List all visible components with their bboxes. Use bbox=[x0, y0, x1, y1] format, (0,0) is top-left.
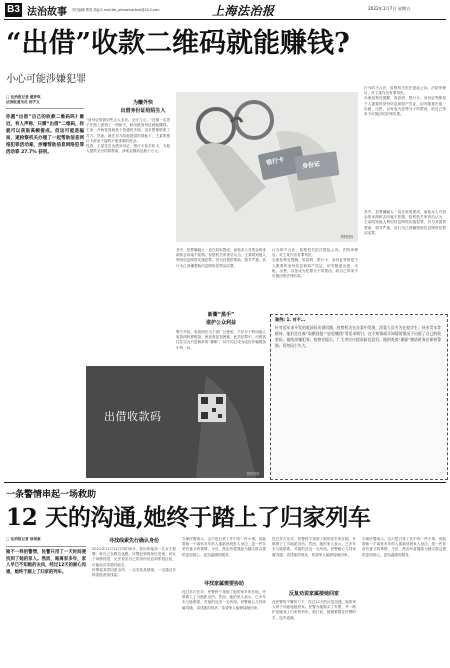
article1-right-lower: 其中，犯罪嫌疑人一直在收取提成，而他本人对资金的来源和去向毫不知情。检察机关审查后认为，王某明知他人利用信息网络实施犯罪，仍为其提供帮助，情节严重，其行为已涉嫌帮助信息网络犯罪活动罪。 bbox=[364, 210, 446, 235]
case-sidebar-body: 针对近年来多发的收款码出借问题，检察机关在办案中发现，涉案人员多为在校学生、待业青年等群体，他们往往被“高额回报”“轻松赚钱”等话术吸引，在不知情或半知情的情况下出借了自己的收款码，最终涉嫌犯罪。检察官提示，广大市民应提高防范意识，遇到类似“兼职”邀请时务必保持警惕，切勿因小失大。 bbox=[275, 325, 441, 348]
editor-meta: 责任编辑 曹国 美编 E-mail:fzb_phnew.hanbnb@16.3.com bbox=[72, 8, 160, 12]
header-rule bbox=[4, 19, 446, 20]
story2-col3-heading: 寻找家属需要协助 bbox=[203, 581, 244, 587]
article1-byline: □ 法治报记者 董梦琪 法治报通讯员 杨宇文 bbox=[6, 95, 41, 105]
story2-col4-top: 经过多次比对，民警终于找到了她的家乡所在地，并联系上了当地派出所。然而，她的家人表示，已多年未与她联系，对她的近况一无所知。民警耐心与其家属沟通，讲述她的现状，希望家人能够接她回家。 bbox=[272, 537, 356, 557]
story2-headline: 12 天的沟通,她终于踏上了归家列车 bbox=[6, 504, 371, 531]
photo-bank-card bbox=[176, 92, 358, 242]
article1-col2-heading: 为赚外快 出借身份证给陌生人 bbox=[120, 100, 166, 114]
story2-kicker: 一条警情串起一场救助 bbox=[6, 490, 97, 500]
story2-col2-heading: 寻找线索先行确认身份 bbox=[108, 538, 159, 544]
story2-byline: □ 法治报记者 徐珉康 bbox=[6, 537, 41, 541]
photo1-caption: 资料图片 bbox=[340, 235, 354, 239]
article1-col3-body: 其中，犯罪嫌疑人一直在收取提成，而他本人对资金的来源和去向毫不知情。检察机关审查后认为，王某明知他人利用信息网络实施犯罪，仍为其提供帮助，情节严重，其行为已涉嫌帮助信息网络犯罪活动罪。 bbox=[176, 248, 266, 268]
handcuff-illustration bbox=[176, 92, 358, 242]
byline-divider bbox=[6, 108, 84, 109]
masthead: 上海法治报 bbox=[212, 4, 275, 18]
article1-col2-body: “身份证借我用些点人业务，支付几元。”近期一名男子在网上看到了一则帖子，称出借身份证就能赚钱。王某一开始觉得就是个普通的手续，没多想便联系了对方。然而，就在对方给他提供的帮助下，王某的银行卡被用于接收不明来源的资金。 经查，王某先后出借身份证、银行卡及手机卡，为他人提供支付结算帮助，涉案金额高达数十万元。 bbox=[86, 118, 170, 154]
story2-col5-body: 办案民警表示，这只是日常工作中的一件小事，但能帮助一个离家多年的人重新回到家人身边，是一件非常有意义的事情。今后，派出所将继续为辖区群众提供更加贴心、更加温暖的服务。 bbox=[362, 537, 446, 557]
article1-col3-body2: 警方介绍，收款码在当下被广泛使用，不法分子利用他人收款码转移赃款，使追查更加困难。此类犯罪中，出借者往往以为只是简单的“兼职”，却不知已成为电信诈骗链条中的一环。 bbox=[176, 330, 266, 350]
section-title: 法治故事 bbox=[27, 7, 67, 18]
story2-lead: 她不一样的警情，民警只用了一天时间便找到了她的家人。然而，她离家多年，家人早已不知她的去向，经过12天的耐心沟通，她终于踏上了归家的列车。 bbox=[6, 550, 86, 575]
case-sidebar bbox=[270, 314, 448, 480]
article1-lead: 你愿“出借”自己的收款二维码吗? 最近，有人声称，只需“出借”二维码，你就可以获取高额提成。但这可能是骗局，遂检察机关办理了一起帮助信息网络犯罪活动案，涉嫌帮助信息网络犯罪活动罪 27.7% 获刑。 bbox=[6, 115, 84, 155]
story2-col3-top: 办案民警表示，这只是日常工作中的一件小事，但能帮助一个离家多年的人重新回到家人身边，是一件非常有意义的事情。今后，派出所将继续为辖区群众提供更加贴心、更加温暖的服务。 bbox=[182, 537, 266, 557]
story2-col3-body: 经过多次比对，民警终于找到了她的家乡所在地，并联系上了当地派出所。然而，她的家人表示，已多年未与她联系，对她的近况一无所知。民警耐心与其家属沟通，讲述她的现状，希望家人能够接她回家。 bbox=[182, 590, 266, 610]
article1-col3-heading: 新衢“黑手” 谁护公众利益 bbox=[205, 312, 236, 326]
photo-qr-code bbox=[86, 366, 264, 478]
story2-col4-body: 在民警的不懈努力下，经过12天的反复沟通，她的家人终于同意接她回家。民警为她购买了车票，并一路护送她登上归家的列车。临行前，她紧紧握住民警的手，连声道谢。 bbox=[272, 600, 356, 620]
headline-main: “出借”收款二维码就能赚钱? bbox=[6, 28, 350, 59]
story2-col2-body: 2021年11月12日0时30分，派出所接到一名女子报警，称自己在路边迷路。民警赶到现场后发现，该女子神情恍惚，无法说出自己的身份信息和家庭住址，仅能说出零星的地名。 民警将其带回派出所，一边安抚其情绪，一边通过多种渠道查找线索。 bbox=[92, 547, 176, 578]
issue-date: 2022年1月7日 星期五 bbox=[368, 6, 411, 11]
story-divider bbox=[4, 482, 446, 483]
page-header bbox=[0, 0, 450, 22]
id-card-label: 身份证 bbox=[301, 160, 321, 171]
story2-byline-divider bbox=[6, 546, 86, 547]
page-code-badge: B3 bbox=[5, 3, 22, 17]
headline-subtitle: 小心可能涉嫌犯罪 bbox=[6, 74, 86, 85]
story2-col4-heading: 反复劝说家属接她回家 bbox=[288, 591, 339, 597]
photo2-caption: 资料图片 bbox=[246, 472, 260, 476]
article1-right-top: 行为的不合法，检察机关依法提起公诉。法院审理后，对王某作出有罪判决。 办案检察官提醒，收款码、银行卡、身份证等都是个人重要的身份信息和财产凭证，切勿随意出借、出租、出售，以免成为犯罪分子的帮凶，给自己带来不可挽回的法律后果。 bbox=[364, 86, 446, 117]
photo2-overlay-text: 出借收款码 bbox=[104, 410, 162, 423]
article1-col4-body: 行为的不合法，检察机关依法提起公诉。法院审理后，对王某作出有罪判决。 办案检察官提醒，收款码、银行卡、身份证等都是个人重要的身份信息和财产凭证，切勿随意出借、出租、出售，以免成为犯罪分子的帮凶，给自己带来不可挽回的法律后果。 bbox=[272, 248, 358, 279]
bank-card-label: 银行卡 bbox=[265, 156, 285, 167]
case-sidebar-title: 案例: 1. 对不… bbox=[275, 317, 306, 322]
